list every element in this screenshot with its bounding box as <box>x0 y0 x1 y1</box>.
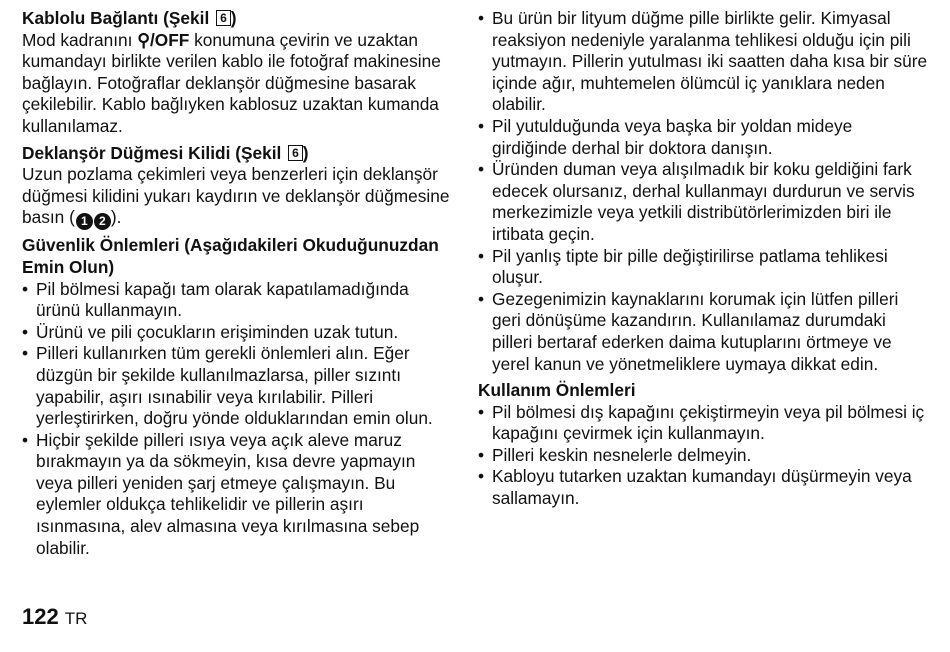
wired-connection-text: Mod kadranını ⚲/OFF konumuna çevirin ve uzaktan kumandayı birlikte verilen kablo ile fotoğraf makinesine bağlayın. Fotoğraflar deklanşör düğmesine basarak çekilebilir. Kablo bağlıyken kablosuz uzaktan kumanda kullanılamaz. <box>22 29 441 136</box>
section-safety-continued <box>478 8 928 375</box>
list-item: • Bu ürün bir lityum düğme pille birlikte gelir. Kimyasal reaksiyon nedeniyle yaralanma tehlikesi olduğu için pili yutmayın. Pillerin yutulması iki saatten daha kısa bir süre içinde ağır, muhtemelen ölümcül iç yanıklara neden olabilir. <box>478 8 928 116</box>
list-item: • Pilleri keskin nesnelerle delmeyin. <box>478 445 928 467</box>
step-2-icon: 2 <box>94 213 111 230</box>
shutter-lock-heading: Deklanşör Düğmesi Kilidi (Şekil 6 ) <box>22 142 309 163</box>
step-1-icon: 1 <box>76 213 93 230</box>
usage-list <box>478 402 928 510</box>
list-item: • Pil bölmesi kapağı tam olarak kapatılamadığında ürünü kullanmayın. <box>22 279 452 322</box>
section-safety <box>22 235 452 559</box>
shutter-lock-text: Uzun pozlama çekimleri veya benzerleri için deklanşör düğmesi kilidini yukarı kaydırın ve deklanşör düğmesine basın ( 1 2 ). <box>22 164 450 229</box>
page-number: 122 <box>22 604 59 629</box>
wired-connection-heading: Kablolu Bağlantı (Şekil 6 ) <box>22 8 237 28</box>
list-item: • Pil bölmesi dış kapağını çekiştirmeyin veya pil bölmesi iç kapağını çevirmek için kullanmayın. <box>478 402 928 445</box>
page-footer <box>22 606 87 630</box>
safety-heading: Güvenlik Önlemleri (Aşağıdakileri Okuduğunuzdan Emin Olun) <box>22 235 439 277</box>
list-item: • Pil yanlış tipte bir pille değiştirilirse patlama tehlikesi oluşur. <box>478 246 928 289</box>
usage-heading: Kullanım Önlemleri <box>478 380 636 401</box>
figure-ref-box: 6 <box>216 10 231 26</box>
section-shutter-lock <box>22 143 452 231</box>
safety-list <box>22 279 452 560</box>
section-wired-connection <box>22 8 452 138</box>
figure-ref-box: 6 <box>288 145 303 161</box>
list-item: • Pil yutulduğunda veya başka bir yoldan mideye girdiğinde derhal bir doktora danışın. <box>478 116 928 159</box>
safety-list-continued <box>478 8 928 375</box>
language-code: TR <box>64 609 88 628</box>
list-item: • Hiçbir şekilde pilleri ısıya veya açık aleve maruz bırakmayın ya da sökmeyin, kısa devre yapmayın veya pilleri yeniden şarj etmeye çalışmayın. Bu eylemler oldukça tehlikelidir ve pillerin aşırı ısınmasına, alev almasına veya kırılmasına sebep olabilir. <box>22 430 452 560</box>
list-item: • Pilleri kullanırken tüm gerekli önlemleri alın. Eğer düzgün bir şekilde kullanılmazlarsa, piller sızıntı yapabilir, aşırı ısınabilir veya kırılabilir. Pilleri yerleştirirken, doğru yönde olduklarından emin olun. <box>22 343 452 429</box>
list-item: • Üründen duman veya alışılmadık bir koku geldiğini fark edecek olursanız, derhal kullanmayı durdurun ve servis merkezimizle veya yetkili distribütörlerimizden biri ile irtibata geçin. <box>478 159 928 245</box>
list-item: • Kabloyu tutarken uzaktan kumandayı düşürmeyin veya sallamayın. <box>478 466 928 509</box>
list-item: • Gezegenimizin kaynaklarını korumak için lütfen pilleri geri dönüşüme kazandırın. Kullanılamaz durumdaki pilleri bertaraf ederken daima kutuplarını örtmeye ve yerel kanun ve yönetmeliklere uymaya dikkat edin. <box>478 289 928 375</box>
right-column <box>478 8 928 515</box>
left-column <box>22 8 452 564</box>
list-item: • Ürünü ve pili çocukların erişiminden uzak tutun. <box>22 322 452 344</box>
mode-off-label: ⚲/OFF <box>137 29 190 50</box>
section-usage <box>478 380 928 510</box>
